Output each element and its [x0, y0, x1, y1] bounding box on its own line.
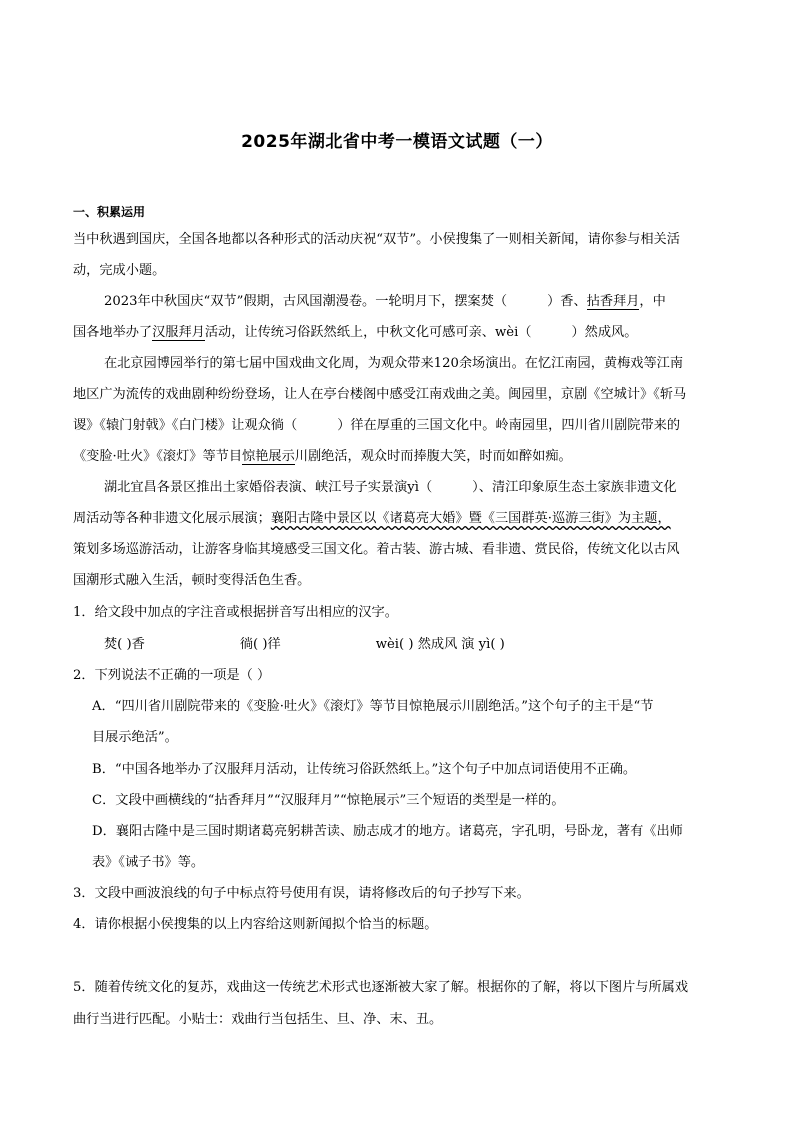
- underlined-phrase-2: 汉服拜月: [152, 325, 205, 340]
- q1-item-1: 焚( )香: [104, 637, 145, 652]
- news-paragraph-2-line-1: 在北京园博园举行的第七届中国戏曲文化周，为观众带来120余场演出。在忆江南园，黄梅戏等江南: [104, 356, 684, 371]
- news-paragraph-1-line-2: 国各地举办了汉服拜月活动，让传统习俗跃然纸上，中秋文化可感可亲、wèi（ ）然成风。: [73, 325, 638, 340]
- underlined-phrase-3: 惊艳展示: [242, 449, 295, 464]
- news-paragraph-3-line-4: 国潮形式融入生活，顿时变得活色生香。: [73, 573, 311, 588]
- q1-item-3: wèi( ) 然成风: [375, 637, 458, 652]
- question-1-items: [104, 633, 704, 652]
- option-a-line-1: A．“四川省川剧院带来的《变脸·吐火》《滚灯》等节目惊艳展示川剧绝活。”这个句子的主干是“节: [92, 699, 654, 714]
- option-d-line-2: 表》《诫子书》等。: [92, 855, 205, 870]
- q1-item-4: 演 yì( ): [461, 637, 505, 652]
- question-5-line-1: 5．随着传统文化的复苏，戏曲这一传统艺术形式也逐渐被大家了解。根据你的了解，将以下图片与所属戏: [73, 980, 689, 995]
- question-5-line-2: 曲行当进行匹配。小贴士：戏曲行当包括生、旦、净、末、丑。: [73, 1012, 443, 1027]
- news-paragraph-1-line-1: 2023年中秋国庆“双节”假期，古风国潮漫卷。一轮明月下，摆案焚（ ）香、拈香拜月，中: [104, 294, 666, 309]
- question-1-stem: 1．给文段中加点的字注音或根据拼音写出相应的汉字。: [73, 605, 398, 620]
- news-paragraph-3-line-1: 湖北宜昌各景区推出土家婚俗表演、峡江号子实景演yì（ ）、清江印象原生态土家族非遗文化: [104, 480, 677, 495]
- option-b: B．“中国各地举办了汉服拜月活动，让传统习俗跃然纸上。”这个句子中加点词语使用不正确。: [92, 762, 637, 777]
- section-heading: 一、积累运用: [73, 205, 146, 219]
- underlined-phrase-1: 拈香拜月: [586, 294, 640, 309]
- question-4: 4．请你根据小侯搜集的以上内容给这则新闻拟个恰当的标题。: [73, 917, 438, 932]
- q1-item-2: 徜( )徉: [239, 637, 281, 652]
- news-paragraph-2-line-3: 谡》《辕门射戟》《白门楼》让观众徜（ ）徉在厚重的三国文化中。岭南园里，四川省川剧院带来的: [73, 418, 681, 433]
- option-d-line-1: D．襄阳古隆中是三国时期诸葛亮躬耕苦读、励志成才的地方。诸葛亮，字孔明，号卧龙，著有《出师: [92, 824, 683, 839]
- news-paragraph-2-line-2: 地区广为流传的戏曲剧种纷纷登场，让人在亭台楼阁中感受江南戏曲之美。闽园里，京剧《空城计》《斩马: [73, 387, 687, 402]
- intro-line-1: 当中秋遇到国庆，全国各地都以各种形式的活动庆祝“双节”。小侯搜集了一则相关新闻，请你参与相关活: [73, 232, 680, 247]
- news-paragraph-3-line-2: 周活动等各种非遗文化展示展演；襄阳古隆中景区以《诸葛亮大婚》暨《三国群英·巡游三街》为主题，: [73, 511, 671, 526]
- page-title: 2025年湖北省中考一模语文试题（一）: [241, 132, 553, 152]
- question-2-stem: 2．下列说法不正确的一项是（ ）: [73, 668, 271, 683]
- wavy-underlined-sentence: 襄阳古隆中景区以《诸葛亮大婚》暨《三国群英·巡游三街》为主题，: [270, 511, 671, 526]
- option-c: C．文段中画横线的“拈香拜月”“汉服拜月”“惊艳展示”三个短语的类型是一样的。: [92, 793, 565, 808]
- question-3: 3．文段中画波浪线的句子中标点符号使用有误，请将修改后的句子抄写下来。: [73, 886, 530, 901]
- option-a-line-2: 目展示绝活”。: [92, 730, 178, 745]
- intro-line-2: 动，完成小题。: [73, 263, 166, 278]
- news-paragraph-3-line-3: 策划多场巡游活动，让游客身临其境感受三国文化。着古装、游古城、看非遗、赏民俗，传统文化以古风: [73, 542, 680, 557]
- news-paragraph-2-line-4: 《变脸·吐火》《滚灯》等节目惊艳展示川剧绝活，观众时而捧腹大笑，时而如醉如痴。: [73, 449, 572, 464]
